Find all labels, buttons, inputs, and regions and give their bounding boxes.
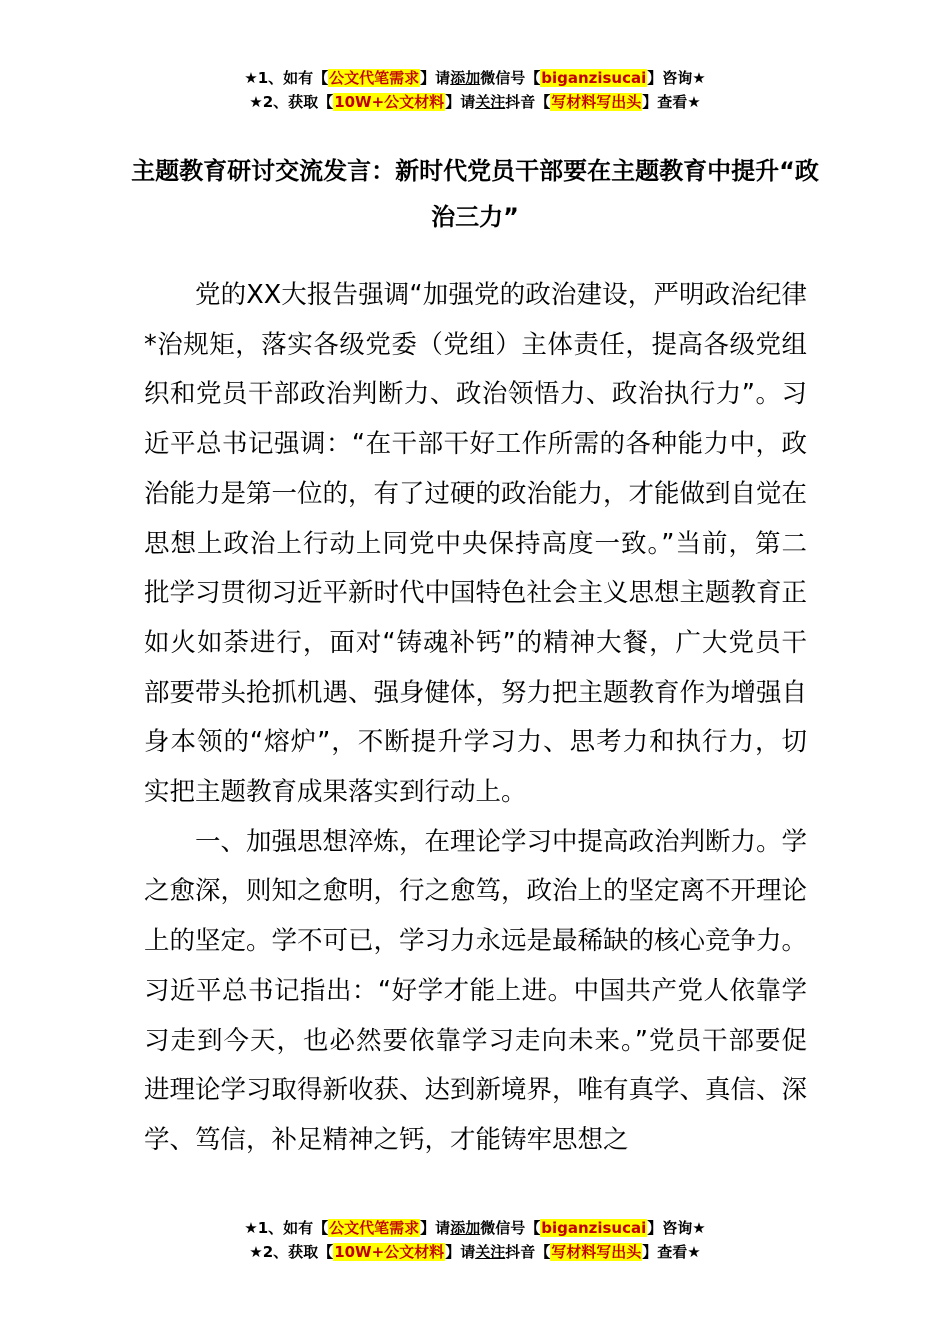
banner-text: 】查看★: [642, 1243, 701, 1261]
header-banner-line-2: [0, 90, 950, 114]
banner-text: ★2、获取【: [249, 93, 334, 111]
banner-text: 】请: [445, 1243, 476, 1261]
banner-text: 微信号【: [480, 69, 541, 87]
banner-text: 抖音【: [505, 93, 551, 111]
banner-text: 】咨询★: [647, 69, 706, 87]
footer-banner-line-1: [0, 1216, 950, 1240]
body-paragraph-2: 一、加强思想淬炼，在理论学习中提高政治判断力。学之愈深，则知之愈明，行之愈笃，政治上的坚定离不开理论上的坚定。学不可已，学习力永远是最稀缺的核心竞争力。习近平总书记指出：“好学才能上进。中国共产党人依靠学习走到今天，也必然要依靠学习走向未来。”党员干部要促进理论学习取得新收获、达到新境界，唯有真学、真信、深学、笃信，补足精神之钙，才能铸牢思想之: [144, 826, 808, 1155]
document-title: 主题教育研讨交流发言：新时代党员干部要在主题教育中提升“政治三力”: [131, 157, 819, 231]
banner-highlight: 10W+公文材料: [334, 1243, 445, 1261]
header-banner-line-1: [0, 66, 950, 90]
banner-highlight: 写材料写出头: [551, 93, 642, 111]
banner-highlight: biganzisucai: [541, 69, 647, 87]
banner-text: ★1、如有【: [244, 1219, 329, 1237]
banner-emphasis: 添加: [450, 69, 481, 87]
header-banner: [0, 66, 950, 114]
banner-text: 】请: [420, 1219, 451, 1237]
banner-emphasis: 关注: [475, 93, 506, 111]
banner-text: 】请: [445, 93, 476, 111]
banner-text: 抖音【: [505, 1243, 551, 1261]
banner-text: 】请: [420, 69, 451, 87]
banner-highlight: 写材料写出头: [551, 1243, 642, 1261]
document-body: [144, 271, 807, 1166]
footer-banner-line-2: [0, 1240, 950, 1264]
banner-highlight: biganzisucai: [541, 1219, 647, 1237]
footer-banner: [0, 1216, 950, 1264]
banner-highlight: 公文代笔需求: [329, 1219, 420, 1237]
banner-text: 微信号【: [480, 1219, 541, 1237]
banner-highlight: 10W+公文材料: [334, 93, 445, 111]
banner-emphasis: 关注: [475, 1243, 506, 1261]
banner-text: ★1、如有【: [244, 69, 329, 87]
banner-highlight: 公文代笔需求: [329, 69, 420, 87]
banner-text: 】咨询★: [647, 1219, 706, 1237]
banner-emphasis: 添加: [450, 1219, 481, 1237]
banner-text: ★2、获取【: [249, 1243, 334, 1261]
body-paragraph-1: 党的XX大报告强调“加强党的政治建设，严明政治纪律*治规矩，落实各级党委（党组）主体责任，提高各级党组织和党员干部政治判断力、政治领悟力、政治执行力”。习近平总书记强调：“在干部干好工作所需的各种能力中，政治能力是第一位的，有了过硬的政治能力，才能做到自觉在思想上政治上行动上同党中央保持高度一致。”当前，第二批学习贯彻习近平新时代中国特色社会主义思想主题教育正如火如荼进行，面对“铸魂补钙”的精神大餐，广大党员干部要带头抢抓机遇、强身健体，努力把主题教育作为增强自身本领的“熔炉”，不断提升学习力、思考力和执行力，切实把主题教育成果落实到行动上。: [144, 280, 808, 808]
banner-text: 】查看★: [642, 93, 701, 111]
